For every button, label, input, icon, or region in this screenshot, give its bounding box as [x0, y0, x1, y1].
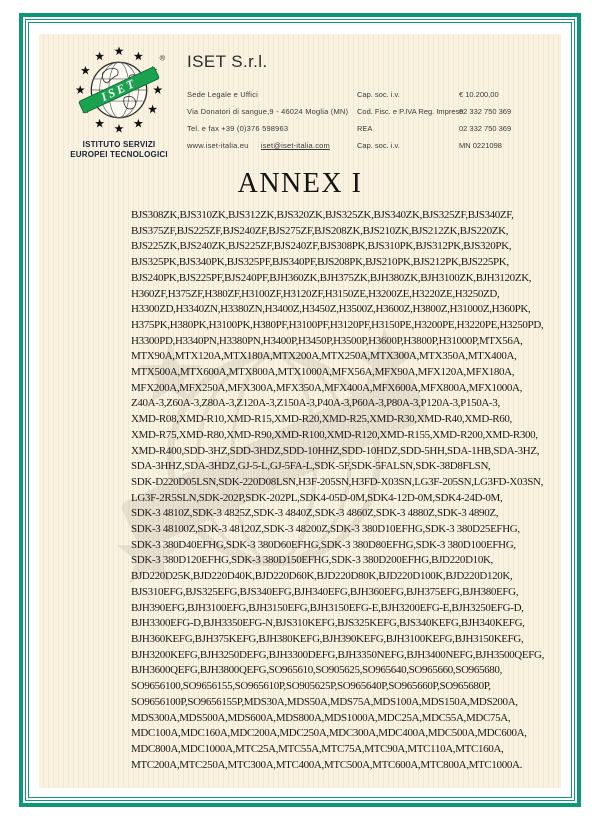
code-line: SDK-D220D05LSN,SDK-220D08LSN,H3F-205SN,H3FD-X03SN,LG3F-205SN,LG3FD-X03SN, [131, 475, 544, 488]
code-line: SDK-3 380D120EFHG,SDK-3 380D150EFHG,SDK-3 380D200EFHG,BJD220D10K, [131, 554, 493, 567]
code-line: MFX200A,MFX250A,MFX300A,MFX350A,MFX400A,MFX600A,MFX800A,MFX1000A, [131, 381, 523, 394]
guilloche-panel [39, 34, 561, 788]
registry-value: 02 332 750 369 [459, 107, 512, 116]
website-url: www.iset-italia.eu [187, 141, 249, 150]
registry-label: Cod. Fisc. e P.IVA Reg. Imprese [357, 107, 464, 116]
code-line: BJD220D25K,BJD220D40K,BJD220D60K,BJD220D80K,BJD220D100K,BJD220D120K, [131, 570, 513, 583]
registry-label: Cap. soc. i.v. [357, 141, 400, 150]
code-line: MTX500A,MTX600A,MTX800A,MTX1000A,MFX56A,MFX90A,MFX120A,MFX180A, [131, 366, 515, 379]
code-line: BJH3200KEFG,BJH3250DEFG,BJH3300DEFG,BJH3350NEFG,BJH3400NEFG,BJH3500QEFG, [131, 648, 545, 661]
code-line: BJS308ZK,BJS310ZK,BJS312ZK,BJS320ZK,BJS325ZK,BJS340ZK,BJS325ZF,BJS340ZF, [131, 209, 514, 221]
code-line: SO9656100,SO9656155,SO965610P,SO905625P,SO965640P,SO965660P,SO965680P, [131, 680, 491, 693]
code-line: BJH360KEFG,BJH375KEFG,BJH380KEFG,BJH390KEFG,BJH3100KEFG,BJH3150KEFG, [131, 632, 524, 645]
registry-label: Cap. soc. i.v. [357, 90, 400, 99]
code-line: Z40A-3,Z60A-3,Z80A-3,Z120A-3,Z150A-3,P40A-3,P60A-3,P80A-3,P120A-3,P150A-3, [131, 397, 500, 410]
code-line: BJH3600QEFG,BJH3800QEFG,SO965610,SO905625,SO965640,SO965660,SO965680, [131, 664, 502, 677]
code-line: BJS325PK,BJS340PK,BJS325PF,BJS340PF,BJS208PK,BJS210PK,BJS212PK,BJS225PK, [131, 256, 509, 269]
registry-label: REA [357, 124, 373, 133]
org-name: ISTITUTO SERVIZI EUROPEI TECNOLOGICI [70, 140, 168, 159]
code-line: XMD-R08,XMD-R10,XMD-R15,XMD-R20,XMD-R25,XMD-R30,XMD-R40,XMD-R60, [131, 413, 512, 426]
company-logo [57, 42, 181, 160]
code-line: SDK-3 48100Z,SDK-3 48120Z,SDK-3 48200Z,SDK-3 380D10EFHG,SDK-3 380D25EFHG, [131, 523, 520, 536]
code-line: BJS375ZF,BJS225ZF,BJS240ZF,BJS275ZF,BJS208ZK,BJS210ZK,BJS212ZK,BJS220ZK, [131, 224, 509, 237]
code-line: BJH390EFG,BJH3100EFG,BJH3150EFG,BJH3150EFG-E,BJH3200EFG-E,BJH3250EFG-D, [131, 601, 524, 614]
code-line: BJS225ZK,BJS240ZK,BJS225ZF,BJS240ZF,BJS308PK,BJS310PK,BJS312PK,BJS320PK, [131, 240, 512, 253]
code-line: H3300PD,H3340PN,H3380PN,H3400P,H3450P,H3500P,H3600P,H3800P,H31000P,MTX56A, [131, 334, 523, 347]
code-line: BJS240PK,BJS225PF,BJS240PF,BJH360ZK,BJH375ZK,BJH380ZK,BJH3100ZK,BJH3120ZK, [131, 271, 532, 284]
code-line: SDK-3 380D40EFHG,SDK-3 380D60EFHG,SDK-3 380D80EFHG,SDK-3 380D100EFHG, [131, 538, 516, 551]
code-line: H3300ZD,H3340ZN,H3380ZN,H3400Z,H3450Z,H3500Z,H3600Z,H3800Z,H31000Z,H360PK, [131, 303, 531, 316]
registered-mark: ® [159, 53, 166, 63]
decorative-frame [19, 13, 581, 807]
code-line: LG3F-2R5SLN,SDK-202P,SDK-202PL,SDK4-05D-0M,SDK4-12D-0M,SDK4-24D-0M, [131, 491, 503, 504]
code-line: MDC800A,MDC1000A,MTC25A,MTC55A,MTC75A,MTC90A,MTC110A,MTC160A, [131, 742, 504, 755]
registry-value: MN 0221098 [459, 141, 502, 150]
address-line: Sede Legale e Uffici [187, 90, 258, 99]
logo-banner-text: ISET [98, 75, 139, 105]
code-line: SDA-3HHZ,SDA-3HDZ,GJ-5-L,GJ-5FA-L,SDK-5F,SDK-5FALSN,SDK-38D8FLSN, [131, 460, 491, 473]
registry-value: 02 332 750 369 [459, 124, 512, 133]
page-title: ANNEX I [237, 168, 363, 199]
code-line: XMD-R400,SDD-3HZ,SDD-3HDZ,SDD-10HHZ,SDD-10HDZ,SDD-5HH,SDA-1HB,SDA-3HZ, [131, 444, 540, 457]
company-name: ISET S.r.l. [187, 52, 268, 71]
address-line: Via Donatori di sangue,9 - 46024 Moglia (MN) [187, 107, 349, 116]
globe-stars-logo-icon [71, 42, 167, 138]
annex-code-list [131, 208, 545, 773]
code-line: BJS310EFG,BJS325EFG,BJS340EFG,BJH340EFG,BJH360EFG,BJH375EFG,BJH380EFG, [131, 585, 519, 598]
code-line: SO9656100P,SO9656155P,MDS30A,MDS50A,MDS75A,MDS100A,MDS150A,MDS200A, [131, 695, 518, 708]
code-line: XMD-R75,XMD-R80,XMD-R90,XMD-R100,XMD-R120,XMD-R155,XMD-R200,XMD-R300, [131, 428, 538, 441]
address-line: Tel. e fax +39 (0)376 598963 [187, 124, 289, 133]
email-link[interactable]: iset@iset-italia.com [260, 141, 330, 150]
code-line: BJH3300EFG-D,BJH3350EFG-N,BJS310KEFG,BJS325KEFG,BJS340KEFG,BJH340KEFG, [131, 617, 525, 630]
code-line: MDS300A,MDS500A,MDS600A,MDS800A,MDS1000A,MDC25A,MDC55A,MDC75A, [131, 711, 511, 724]
contact-line [187, 141, 330, 150]
code-line: MDC100A,MDC160A,MDC200A,MDC250A,MDC300A,MDC400A,MDC500A,MDC600A, [131, 727, 527, 740]
registry-value: € 10.200,00 [459, 90, 499, 99]
code-line: H360ZF,H375ZF,H380ZF,H3100ZF,H3120ZF,H3150ZE,H3200ZE,H3220ZE,H3250ZD, [131, 287, 500, 300]
code-line: SDK-3 4810Z,SDK-3 4825Z,SDK-3 4840Z,SDK-3 4860Z,SDK-3 4880Z,SDK-3 4890Z, [131, 507, 499, 520]
code-line: MTX90A,MTX120A,MTX180A,MTX200A,MTX250A,MTX300A,MTX350A,MTX400A, [131, 350, 517, 363]
code-line: MTC200A,MTC250A,MTC300A,MTC400A,MTC500A,MTC600A,MTC800A,MTC1000A. [131, 758, 522, 771]
code-line: H375PK,H380PK,H3100PK,H380PF,H3100PF,H3120PF,H3150PE,H3200PE,H3220PE,H3250PD, [131, 318, 544, 331]
